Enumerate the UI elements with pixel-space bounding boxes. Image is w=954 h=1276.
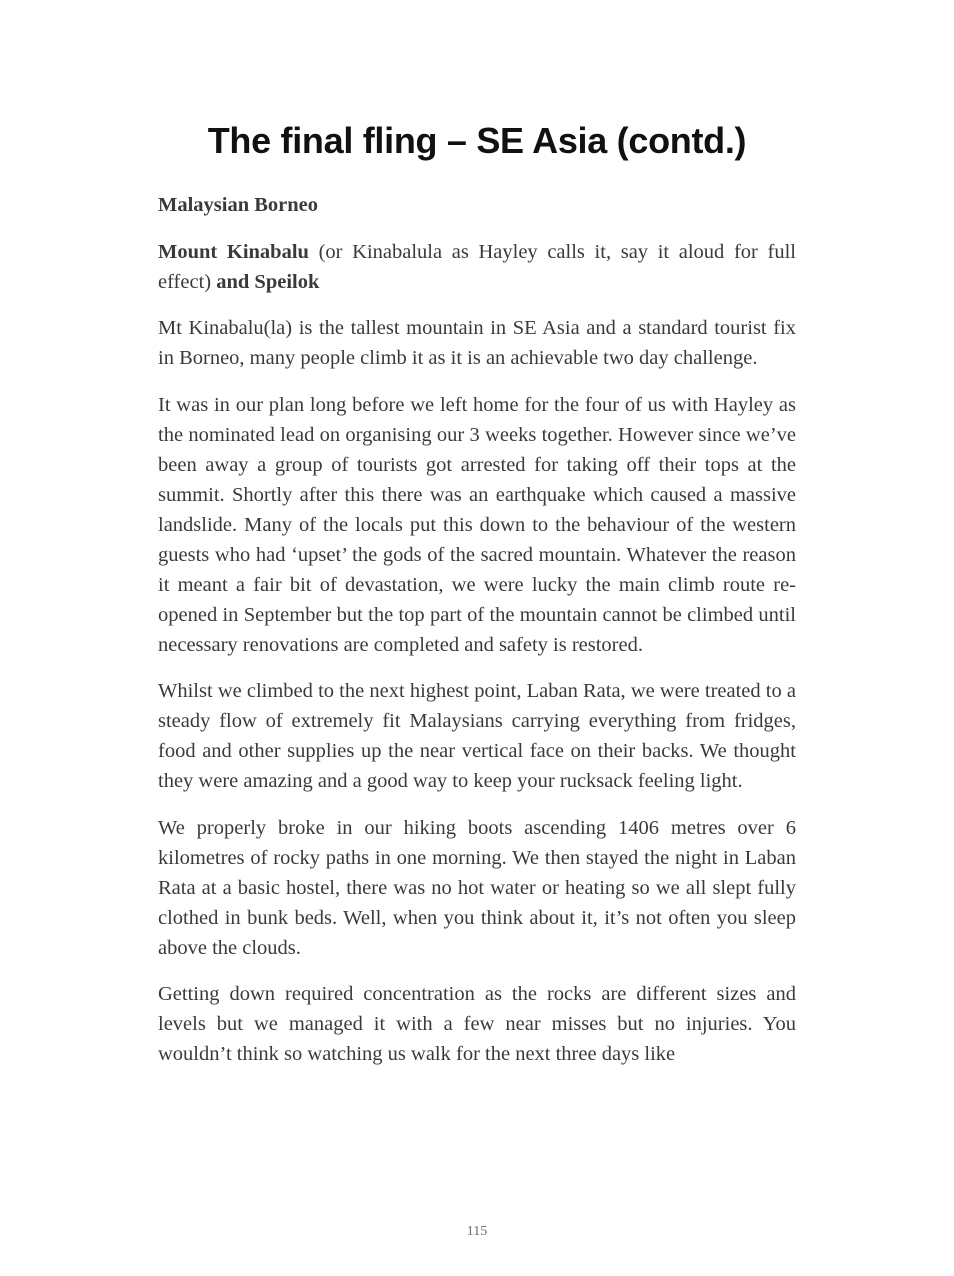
paragraph-1: Mt Kinabalu(la) is the tallest mountain in SE Asia and a standard tourist fix in Borneo, many people climb it as it is an achievable two day challenge. <box>158 317 796 369</box>
subheading-speilok: and Speilok <box>216 270 320 293</box>
page-title: The final fling – SE Asia (contd.) <box>207 120 747 161</box>
paragraph-2: It was in our plan long before we left home for the four of us with Hayley as the nominated lead on organising our 3 weeks together. However since we’ve been away a group of tourists got arrested for taking off their tops at the summit. Shortly after this there was an earthquake which caused a massive landslide. Many of the locals put this down to the behaviour of the western guests who had ‘upset’ the gods of the sacred mountain. Whatever the reason it meant a fair bit of devastation, we were lucky the main climb route re-opened in September but the top part of the mountain cannot be climbed until necessary renovations are completed and safety is restored. <box>158 393 796 656</box>
page-number: 115 <box>466 1224 488 1239</box>
section-heading-text: Malaysian Borneo <box>158 194 319 216</box>
section-heading <box>158 190 796 220</box>
subheading-aside: (or Kinabalula as Hayley calls it, say it aloud for full effect) <box>158 240 796 293</box>
paragraph-4: We properly broke in our hiking boots ascending 1406 metres over 6 kilometres of rocky paths in one morning. We then stayed the night in Laban Rata at a basic hostel, there was no hot water or heating so we all slept fully clothed in bunk beds. Well, when you think about it, it’s not often you sleep above the clouds. <box>158 816 796 959</box>
paragraph-5: Getting down required concentration as the rocks are different sizes and levels but we managed it with a few near misses but no injuries. You wouldn’t think so watching us walk for the next three days like <box>158 983 796 1065</box>
subheading <box>158 237 796 297</box>
body-text <box>158 190 796 1086</box>
subheading-mount-kinabalu: Mount Kinabalu <box>158 240 309 263</box>
paragraph-3: Whilst we climbed to the next highest point, Laban Rata, we were treated to a steady flow of extremely fit Malaysians carrying everything from fridges, food and other supplies up the near vertical face on their backs. We thought they were amazing and a good way to keep your rucksack feeling light. <box>158 680 796 792</box>
